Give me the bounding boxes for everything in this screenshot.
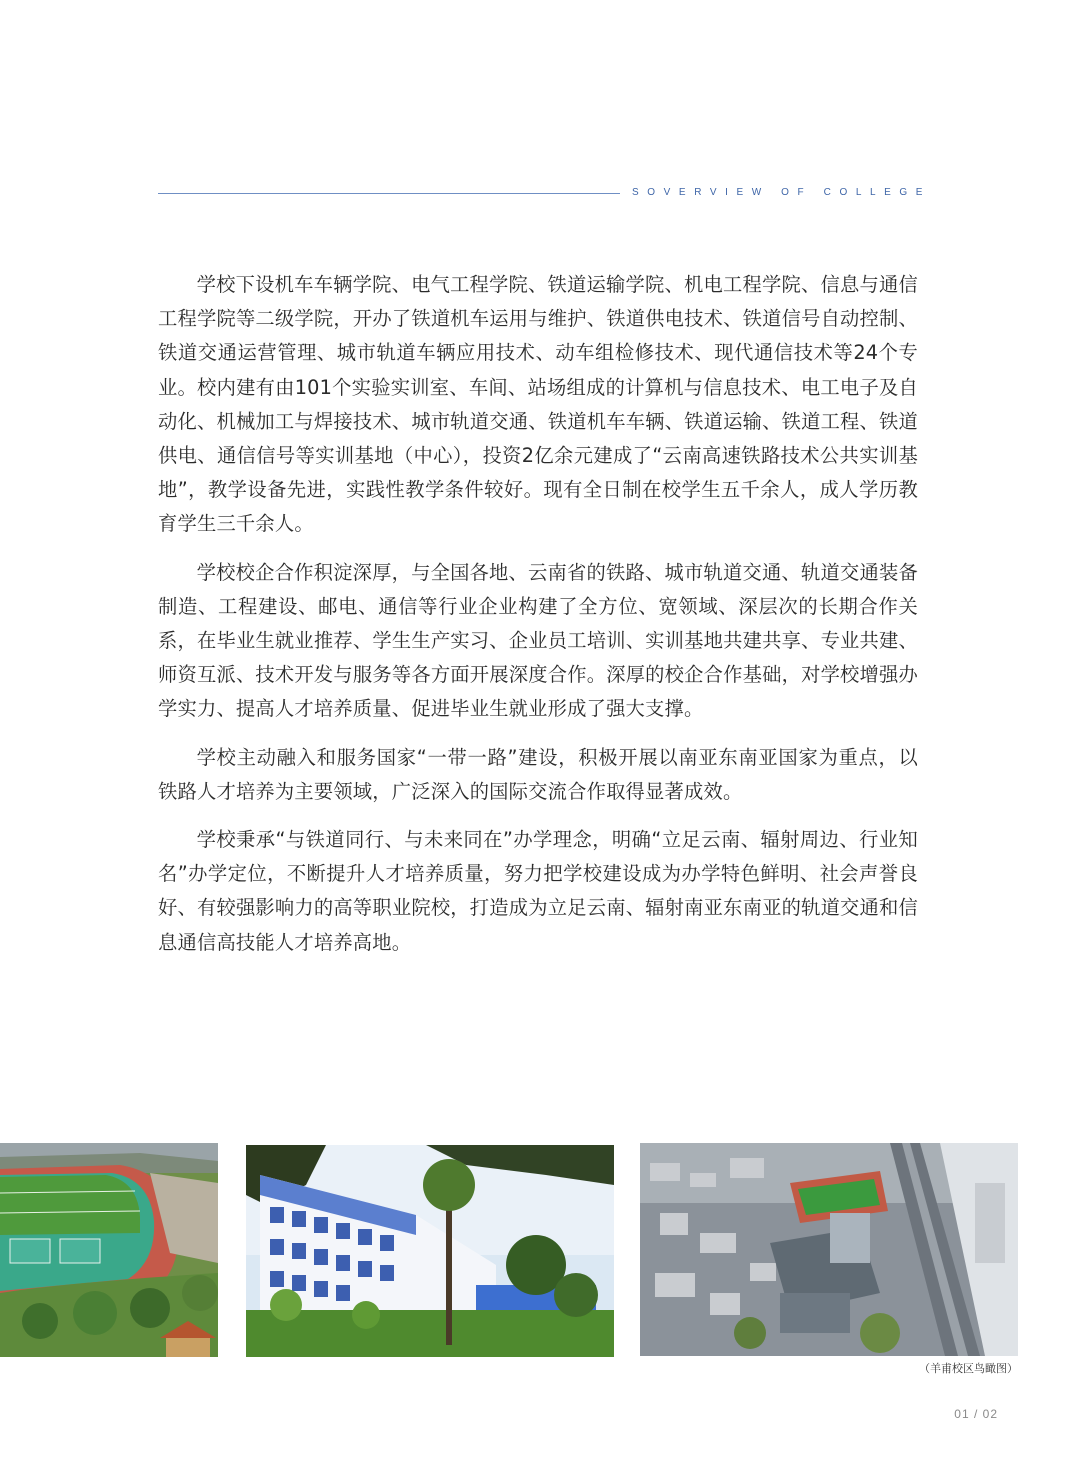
header-divider (158, 193, 620, 194)
body-text (158, 268, 918, 974)
page-number: 01 / 02 (954, 1407, 998, 1421)
paragraph-cooperation: 学校校企合作积淀深厚，与全国各地、云南省的铁路、城市轨道交通、轨道交通装备制造、工程建设、邮电、通信等行业企业构建了全方位、宽领域、深层次的长期合作关系，在毕业生就业推荐、学生生产实习、企业员工培训、实训基地共建共享、专业共建、师资互派、技术开发与服务等各方面开展深度合作。深厚的校企合作基础，对学校增强办学实力、提高人才培养质量、促进毕业生就业形成了强大支撑。 (158, 560, 918, 721)
paragraph-belt-road: 学校主动融入和服务国家“一带一路”建设，积极开展以南亚东南亚国家为重点，以铁路人才培养为主要领域，广泛深入的国际交流合作取得显著成效。 (158, 745, 918, 803)
aerial-campus-photo (640, 1143, 1018, 1356)
photo-caption: （羊甫校区鸟瞰图） (919, 1362, 1018, 1375)
campus-building-photo (246, 1145, 614, 1357)
paragraph-philosophy: 学校秉承“与铁道同行、与未来同在”办学理念，明确“立足云南、辐射周边、行业知名”办学定位，不断提升人才培养质量，努力把学校建设成为办学特色鲜明、社会声誉良好、有较强影响力的高等职业院校，打造成为立足云南、辐射南亚东南亚的轨道交通和信息通信高技能人才培养高地。 (158, 828, 918, 954)
paragraph-colleges: 学校下设机车车辆学院、电气工程学院、铁道运输学院、机电工程学院、信息与通信工程学院等二级学院，开办了铁道机车运用与维护、铁道供电技术、铁道信号自动控制、铁道交通运营管理、城市轨道车辆应用技术、动车组检修技术、现代通信技术等24个专业。校内建有由101个实验实训室、车间、站场组成的计算机与信息技术、电工电子及自动化、机械加工与焊接技术、城市轨道交通、铁道机车车辆、铁道运输、铁道工程、铁道供电、通信信号等实训基地（中心），投资2亿余元建成了“云南高速铁路技术公共实训基地”，教学设备先进，实践性教学条件较好。现有全日制在校学生五千余人，成人学历教育学生三千余人。 (158, 273, 918, 536)
section-title: SOVERVIEW OF COLLEGE (632, 187, 932, 198)
sports-field-photo (0, 1143, 218, 1357)
